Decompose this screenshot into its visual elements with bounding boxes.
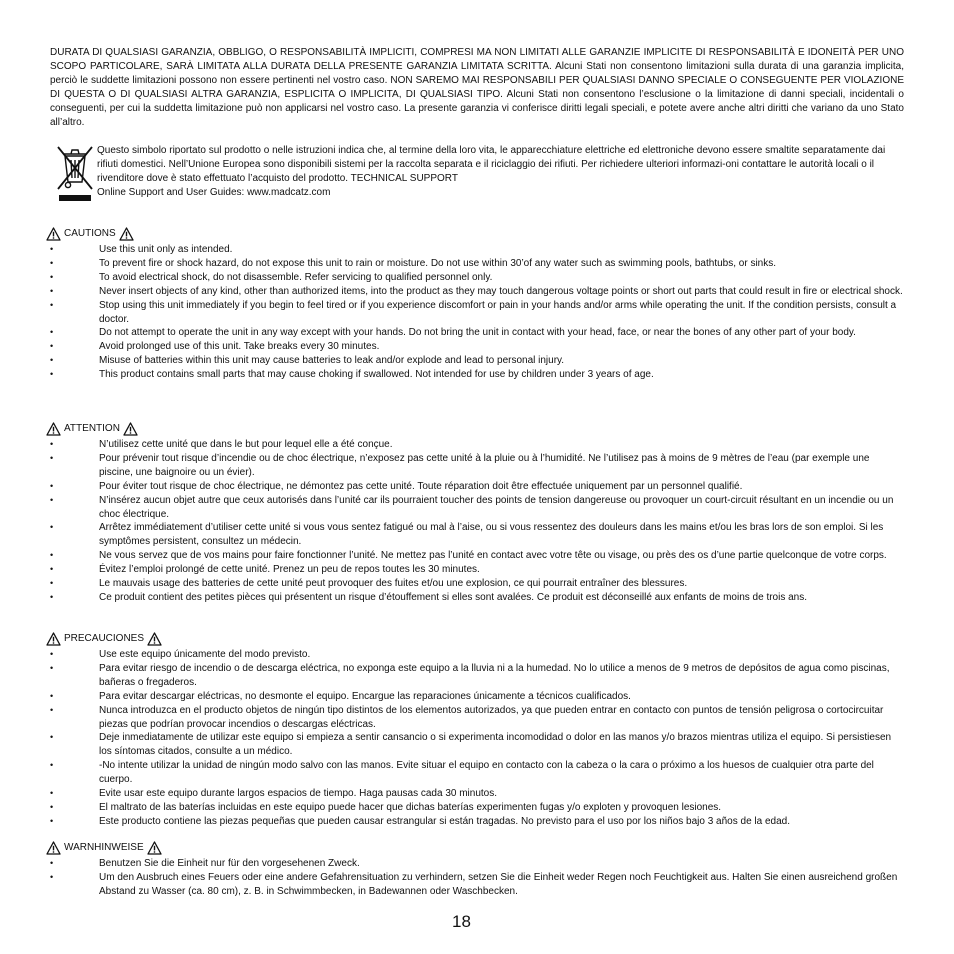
list-item [46, 299, 906, 327]
list-item-text: Um den Ausbruch eines Feuers oder eine andere Gefahrensituation zu verhindern, setzen Sie die Einheit weder Regen noch Feuchtigkeit aus. Halten Sie einen ausreichend großen Abstand zu Wasser (ca. 80 cm), z. B. in Schwimmbecken, in Badewannen oder Waschbecken. [99, 871, 898, 897]
list-item-text: Never insert objects of any kind, other than authorized items, into the product as they may touch dangerous voltage points or short out parts that could result in fire or electrical shock. [99, 285, 903, 297]
support-line: Online Support and User Guides: www.madcatz.com [97, 186, 331, 198]
list-item [46, 452, 906, 480]
list-item-text: Do not attempt to operate the unit in any way except with your hands. Do not bring the unit in contact with your head, face, or near the bones of any other part of your body. [99, 327, 856, 339]
list-item [46, 563, 906, 577]
bullet: • [50, 494, 54, 505]
list-item-text: Evite usar este equipo durante largos espacios de tiempo. Haga pausas cada 30 minutos. [99, 788, 498, 800]
bullet: • [50, 690, 54, 701]
bullet: • [50, 871, 54, 882]
list-item [46, 731, 906, 759]
list-item [46, 662, 906, 690]
list-item-text: Benutzen Sie die Einheit nur für den vorgesehenen Zweck. [99, 858, 360, 869]
section-attention [46, 421, 906, 605]
bullet: • [50, 271, 54, 282]
bullet: • [50, 439, 54, 449]
list-item [46, 438, 906, 452]
bullet: • [50, 480, 54, 491]
list-item [46, 815, 906, 829]
bullet: • [50, 550, 54, 561]
list-item-text: Este producto contiene las piezas pequeñas que pueden causar estrangular si están tragadas. No previsto para el uso por los niños bajo 3 años de la edad. [99, 815, 791, 827]
section-title: PRECAUCIONES [64, 633, 145, 645]
bullet: • [50, 369, 54, 380]
bullet: • [50, 285, 54, 296]
bullet: • [50, 564, 54, 575]
section-heading [46, 840, 906, 856]
list-item-text: Ne vous servez que de vos mains pour faire fonctionner l’unité. Ne mettez pas l’unité en contact avec votre tête ou visage, ou près des os d’une partie quelconque de votre corps. [99, 550, 887, 562]
bullet: • [50, 815, 54, 826]
bullet: • [50, 858, 54, 868]
list-item-text: Ce produit contient des petites pièces qui présentent un risque d’étouffement si elles sont avalées. Ce produit est déconseillé aux enfants de moins de trois ans. [99, 591, 808, 603]
list-item-text: Pour éviter tout risque de choc électrique, ne démontez pas cette unité. Toute réparation doit être effectuée uniquement par un personnel qualifié. [99, 480, 743, 492]
list-item-text: El maltrato de las baterías incluidas en este equipo puede hacer que dichas baterías experimenten fugas y/o exploten y provoquen lesiones. [99, 801, 722, 813]
list-item-text: -No intente utilizar la unidad de ningún modo salvo con las manos. Evite situar el equipo en contacto con la cabeza o la cara o próximo a los huesos de cualquier otra parte del cuerpo. [99, 760, 874, 786]
list-item-text: Use this unit only as intended. [99, 244, 233, 255]
list-item [46, 801, 906, 815]
list-item-text: Use este equipo únicamente del modo previsto. [99, 649, 311, 660]
list-item [46, 257, 906, 271]
crossed-out-wheelie-bin-icon [53, 144, 97, 204]
list-item-text: Nunca introduzca en el producto objetos de ningún tipo distintos de los elementos autorizados, ya que pueden entrar en contacto con puntos de tensión peligrosa o cortocircuitar piezas que podrían provocar incendios o descargas eléctricas. [99, 704, 884, 730]
bullet: • [50, 732, 54, 743]
list-item-text: Arrêtez immédiatement d’utiliser cette unité si vous vous sentez fatigué ou mal à l’aise, ou si vous ressentez des douleurs dans les mains et/ou les bras lors de son emploi. Si les symptômes persistent, consultez un médecin. [99, 522, 884, 548]
list-item [46, 368, 906, 382]
section-title: WARNHINWEISE [64, 842, 144, 854]
page-number: 18 [452, 912, 471, 931]
bullet: • [50, 522, 54, 533]
list-item [46, 521, 906, 549]
warning-triangle-icon [46, 227, 61, 241]
bullet: • [50, 662, 54, 673]
section-title: ATTENTION [64, 423, 120, 435]
warning-triangle-icon [46, 841, 61, 855]
warning-triangle-icon [147, 841, 162, 855]
warning-triangle-icon [46, 632, 61, 646]
bullet: • [50, 257, 54, 268]
list-item [46, 285, 906, 299]
list-item-text: Évitez l’emploi prolongé de cette unité. Prenez un peu de repos toutes les 30 minutes. [99, 564, 480, 576]
list-item [46, 857, 906, 871]
list-item [46, 690, 906, 704]
list-item-text: Misuse of batteries within this unit may cause batteries to leak and/or explode and lead to personal injury. [99, 355, 565, 367]
list-item-text: To avoid electrical shock, do not disassemble. Refer servicing to qualified personnel only. [99, 271, 493, 283]
list-item [46, 354, 906, 368]
bullet: • [50, 452, 54, 463]
warranty-paragraph: DURATA DI QUALSIASI GARANZIA, OBBLIGO, O RESPONSABILITÀ IMPLICITI, COMPRESI MA NON LIMITATI ALLE GARANZIE IMPLICITE DI RESPONSABILITÀ E IDONEITÀ PER UNO SCOPO PARTICOLARE, SARÀ LIMITATA ALLA DURATA DELLA PRESENTE GARANZIA LIMITATA SCRITTA. Alcuni Stati non consentono limitazioni sulla durata di una garanzia implicita, perciò le suddette limitazioni possono non essere pertinenti nel vostro caso. NON SAREMO MAI RESPONSABILI PER QUALSIASI DANNO SPECIALE O CONSEGUENTE PER VIOLAZIONE DI QUESTA O DI QUALSIASI ALTRA GARANZIA, ESPLICITA O IMPLICITA, DI QUALSIASI TIPO. Alcuni Stati non consentono l’esclusione o la limitazione di danni speciali, incidentali o conseguenti, per cui la suddetta limitazione può non applicarsi nel vostro caso. La presente garanzia vi conferisce diritti legali speciali, e potete avere anche altri diritti che variano da uno Stato all’altro. [50, 47, 904, 128]
bullet: • [50, 341, 54, 352]
warning-triangle-icon [147, 632, 162, 646]
list-item [46, 577, 906, 591]
section-heading [46, 421, 906, 437]
bullet: • [50, 704, 54, 715]
bullet: • [50, 801, 54, 812]
list-item-text: N’insérez aucun objet autre que ceux autorisés dans l’unité car ils pourraient toucher des points de tension dangereuse ou provoquer un court-circuit résultant en un incendie ou un choc électrique. [99, 494, 894, 520]
section-precauciones [46, 631, 906, 829]
list-item [46, 271, 906, 285]
list-item [46, 648, 906, 662]
list-item [46, 340, 906, 354]
list-item [46, 871, 906, 899]
list-item-text: Para evitar riesgo de incendio o de descarga eléctrica, no exponga este equipo a la lluvia ni a la humedad. No lo utilice a menos de 9 metros de depósitos de agua como piscinas, bañeras o fregaderos. [99, 662, 890, 688]
list-item-text: Avoid prolonged use of this unit. Take breaks every 30 minutes. [99, 341, 380, 353]
list-item [46, 243, 906, 257]
weee-text [97, 144, 902, 200]
list-item [46, 591, 906, 605]
bullet: • [50, 299, 54, 310]
list-item-text: Stop using this unit immediately if you begin to feel tired or if you experience discomfort or pain in your hands and/or arms while operating the unit. If the condition persists, consult a doctor. [99, 299, 897, 325]
list-item [46, 549, 906, 563]
list-item [46, 480, 906, 494]
list-item [46, 494, 906, 522]
list-item-text: To prevent fire or shock hazard, do not expose this unit to rain or moisture. Do not use within 30’of any water such as swimming pools, bathtubs, or sinks. [99, 257, 777, 269]
section-heading [46, 631, 906, 647]
weee-notice [50, 144, 904, 206]
bullet: • [50, 788, 54, 799]
bullet: • [50, 244, 54, 254]
list-item-text: Le mauvais usage des batteries de cette unité peut provoquer des fuites et/ou une explosion, ce qui pourrait entraîner des blessures. [99, 578, 688, 590]
bullet: • [50, 327, 54, 338]
bullet: • [50, 578, 54, 589]
list-item [46, 704, 906, 732]
section-title: CAUTIONS [64, 228, 116, 240]
section-cautions [46, 226, 906, 382]
list-item-text: This product contains small parts that may cause choking if swallowed. Not intended for use by children under 3 years of age. [99, 369, 654, 381]
bullet: • [50, 649, 54, 659]
warning-triangle-icon [119, 227, 134, 241]
section-warnhinweise [46, 840, 906, 899]
warning-triangle-icon [46, 422, 61, 436]
list-item-text: Deje inmediatamente de utilizar este equipo si empieza a sentir cansancio o si experimenta incomodidad o dolor en las manos y/o brazos mientras utiliza el equipo. Si persistiesen los síntomas citados, consulte a un médico. [99, 732, 892, 758]
list-item [46, 326, 906, 340]
section-heading [46, 226, 906, 242]
weee-disposal-text: Questo simbolo riportato sul prodotto o nelle istruzioni indica che, al termine della loro vita, le apparecchiature elettriche ed elettroniche devono essere smaltite separatamente dai rifiuti domestici. Nell’Unione Europea sono disponibili sistemi per la raccolta separata e il riciclaggio dei rifiuti. Per richiedere ulteriori informazi-oni contattare le autorità locali o il rivenditore dove è stato effettuato l’acquisto del prodotto. TECHNICAL SUPPORT [97, 145, 886, 184]
list-item-text: N’utilisez cette unité que dans le but pour lequel elle a été conçue. [99, 439, 393, 450]
list-item [46, 759, 906, 787]
bullet: • [50, 591, 54, 602]
list-item-text: Para evitar descargar eléctricas, no desmonte el equipo. Encargue las reparaciones únicamente a técnicos cualificados. [99, 690, 631, 702]
bullet: • [50, 760, 54, 771]
list-item [46, 787, 906, 801]
warning-triangle-icon [123, 422, 138, 436]
list-item-text: Pour prévenir tout risque d’incendie ou de choc électrique, n’exposez pas cette unité à la pluie ou à l’humidité. Ne l’utilisez pas à moins de 9 mètres de l’eau (par exemple une piscine, une baignoire ou un évier). [99, 452, 870, 478]
bullet: • [50, 355, 54, 366]
